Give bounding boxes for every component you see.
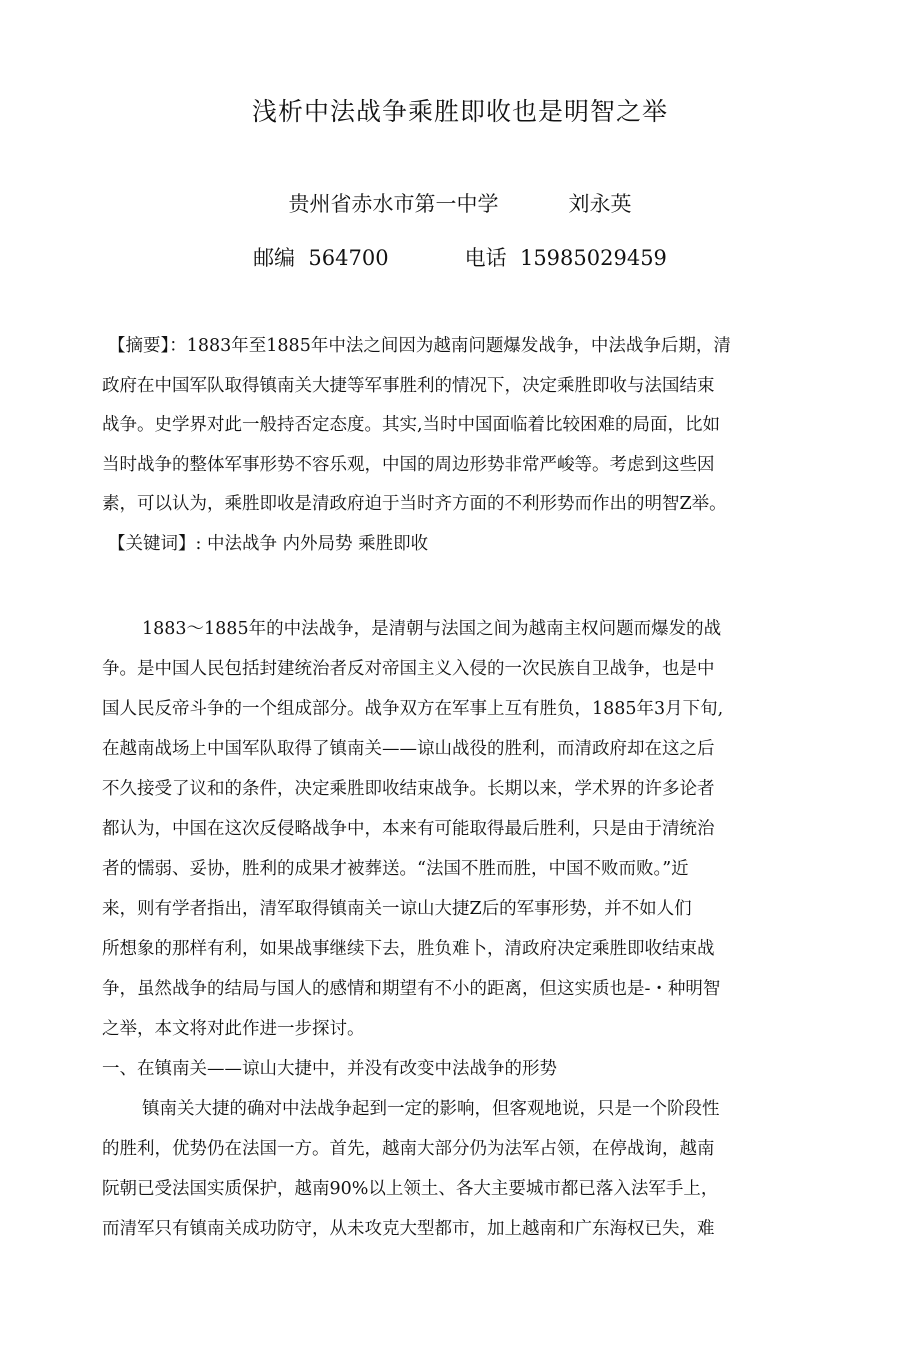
postcode-value: 564700 <box>308 246 389 270</box>
paragraph-line: 来，则有学者指出，清军取得镇南关一谅山大捷Z后的军事形势，并不如人们 <box>102 899 692 919</box>
paragraph-line: 镇南关大捷的确对中法战争起到一定的影响，但客观地说，只是一个阶段性 <box>142 1099 720 1119</box>
abstract-block <box>102 326 806 563</box>
paragraph-line: 而清军只有镇南关成功防守，从未攻克大型都市，加上越南和广东海权已失，难 <box>102 1219 715 1239</box>
paragraph-line: 不久接受了议和的条件，决定乘胜即收结束战争。长期以来，学术界的许多论者 <box>102 779 715 799</box>
keywords-line: 【关键词】: 中法战争 内外局势 乘胜即收 <box>108 533 429 554</box>
abstract-line: 当时战争的整体军事形势不容乐观，中国的周边形势非常严峻等。考虑到这些因 <box>102 454 715 475</box>
phone-value: 15985029459 <box>519 246 667 270</box>
paragraph-line: 的胜利，优势仍在法国一方。首先，越南大部分仍为法军占领，在停战询，越南 <box>102 1139 715 1159</box>
abstract-line: 战争。史学界对此一般持否定态度。其实,当时中国面临着比较困难的局面，比如 <box>102 415 721 435</box>
phone-label: 电话 <box>464 246 507 270</box>
section-heading: 一、在镇南关——谅山大捷中，并没有改变中法战争的形势 <box>102 1059 557 1079</box>
page-title: 浅析中法战争乘胜即收也是明智之举 <box>251 97 668 126</box>
author-school: 贵州省赤水市第一中学 <box>288 192 499 216</box>
author-name: 刘永英 <box>568 192 632 216</box>
abstract-line: 【摘要】：1883年至1885年中法之间因为越南问题爆发战争，中法战争后期，清 <box>108 336 731 356</box>
paragraph-line: 在越南战场上中国军队取得了镇南关——谅山战役的胜利，而清政府却在这之后 <box>102 739 715 759</box>
paragraph-line: 所想象的那样有利，如果战事继续下去，胜负难卜，清政府决定乘胜即收结束战 <box>102 939 715 959</box>
author-info <box>0 188 920 218</box>
contact-info <box>0 242 920 272</box>
body-paragraph-1 <box>102 609 806 1249</box>
paragraph-line: 阮朝已受法国实质保护，越南90%以上领土、各大主要城市都已落入法军手上， <box>102 1179 719 1199</box>
paragraph-line: 1883～1885年的中法战争，是清朝与法国之间为越南主权问题而爆发的战 <box>142 619 722 639</box>
paragraph-line: 者的懦弱、妥协，胜利的成果才被葬送。“法国不胜而胜，中国不败而败。”近 <box>102 859 689 879</box>
paragraph-line: 之举，本文将对此作进一步探讨。 <box>102 1019 365 1039</box>
paragraph-line: 都认为，中国在这次反侵略战争中，本来有可能取得最后胜利，只是由于清统治 <box>102 819 715 839</box>
paragraph-line: 争，虽然战争的结局与国人的感情和期望有不小的距离，但这实质也是-・种明智 <box>102 979 721 999</box>
abstract-line: 政府在中国军队取得镇南关大捷等军事胜利的情况下，决定乘胜即收与法国结束 <box>102 375 715 396</box>
abstract-line: 素，可以认为，乘胜即收是清政府迫于当时齐方面的不利形势而作出的明智Z举。 <box>102 494 727 514</box>
postcode-label: 邮编 <box>253 246 296 270</box>
paragraph-line: 争。是中国人民包括封建统治者反对帝国主义入侵的一次民族自卫战争，也是中 <box>102 659 715 679</box>
paragraph-line: 国人民反帝斗争的一个组成部分。战争双方在军事上互有胜负，1885年3月下旬, <box>102 699 724 719</box>
